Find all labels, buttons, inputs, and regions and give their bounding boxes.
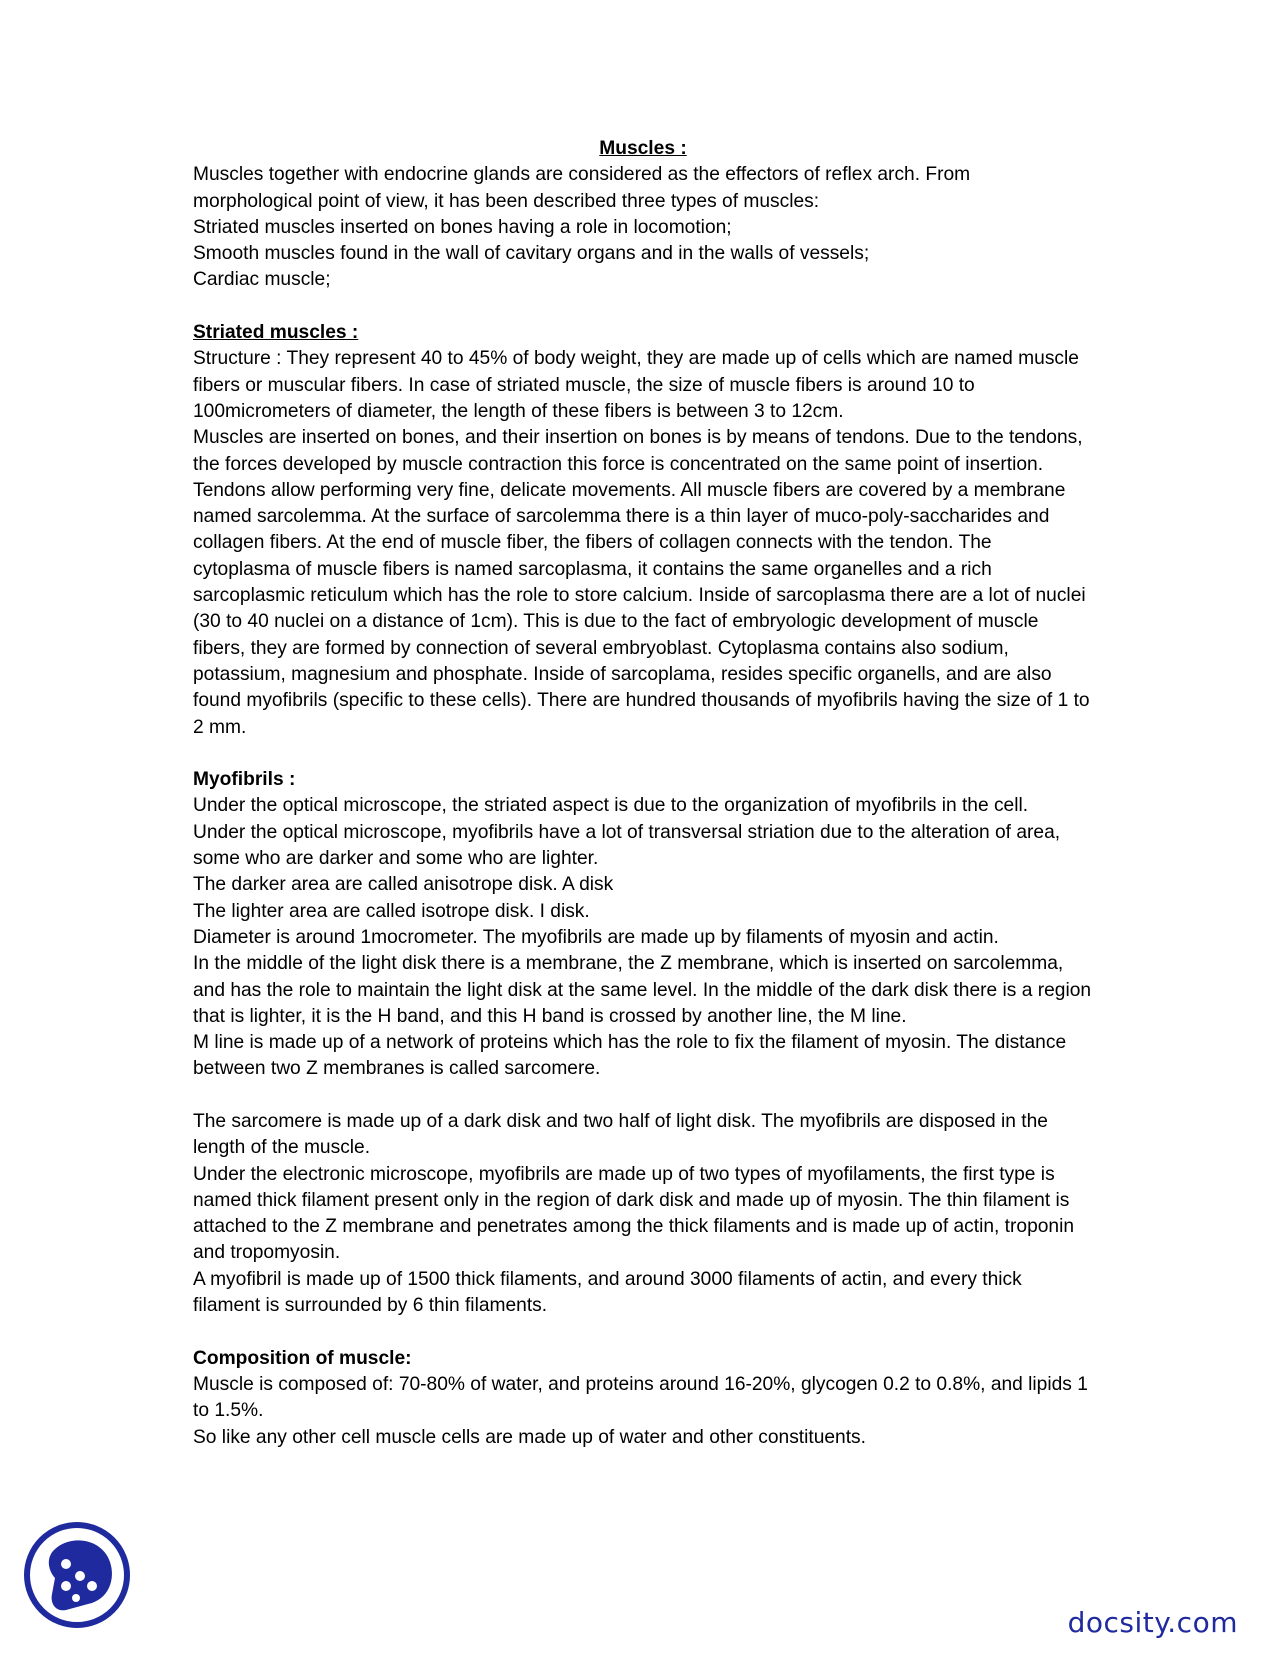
docsity-brand-link[interactable]: docsity.com <box>1067 1606 1238 1639</box>
myofibrils-paragraph: The darker area are called anisotrope disk. A disk <box>193 874 614 896</box>
myofibrils-paragraph: Diameter is around 1mocrometer. The myofibrils are made up by filaments of myosin and actin. <box>193 926 999 948</box>
myofibrils-heading: Myofibrils : <box>193 769 296 791</box>
intro-paragraph: Muscles together with endocrine glands are considered as the effectors of reflex arch. From morphological point of view, it has been described three types of muscles: <box>193 164 971 212</box>
myofibrils-paragraph: Under the optical microscope, the striated aspect is due to the organization of myofibrils in the cell. <box>193 795 1029 817</box>
intro-item: Smooth muscles found in the wall of cavitary organs and in the walls of vessels; <box>193 243 870 265</box>
myofibrils-paragraph: A myofibril is made up of 1500 thick filaments, and around 3000 filaments of actin, and every thick filament is surrounded by 6 thin filaments. <box>193 1268 1022 1317</box>
composition-paragraph: So like any other cell muscle cells are made up of water and other constituents. <box>193 1426 866 1448</box>
composition-paragraph: Muscle is composed of: 70-80% of water, and proteins around 16-20%, glycogen 0.2 to 0.8%, and lipids 1 to 1.5%. <box>193 1373 1088 1422</box>
myofibrils-paragraph: In the middle of the light disk there is a membrane, the Z membrane, which is inserted on sarcolemma, and has the role to maintain the light disk at the same level. In the middle of the dark disk there is a region that is lighter, it is the H band, and this H band is crossed by another line, the M line. <box>193 953 1092 1027</box>
myofibrils-paragraph: M line is made up of a network of proteins which has the role to fix the filament of myosin. The distance between two Z membranes is called sarcomere. <box>193 1032 1067 1080</box>
composition-heading: Composition of muscle: <box>193 1347 412 1369</box>
docsity-logo-icon[interactable] <box>22 1520 132 1630</box>
myofibrils-paragraph: The sarcomere is made up of a dark disk and two half of light disk. The myofibrils are disposed in the length of the muscle. <box>193 1110 1048 1159</box>
myofibrils-paragraph: The lighter area are called isotrope disk. I disk. <box>193 900 590 922</box>
striated-heading: Striated muscles : <box>193 322 359 344</box>
striated-paragraph: Muscles are inserted on bones, and their insertion on bones is by means of tendons. Due to the tendons, the forces developed by muscle contraction this force is concentrated on the same point of insertion. Tendons allow performing very fine, delicate movements. All muscle fibers are covered by a membrane named sarcolemma. At the surface of sarcolemma there is a thin layer of muco-poly-saccharides and collagen fibers. At the end of muscle fiber, the fibers of collagen connects with the tendon. The cytoplasma of muscle fibers is named sarcoplasma, it contains the same organelles and a rich sarcoplasmic reticulum which has the role to store calcium. Inside of sarcoplasma there are a lot of nuclei (30 to 40 nuclei on a distance of 1cm). This is due to the fact of embryologic development of muscle fibers, they are formed by connection of several embryoblast. Cytoplasma contains also sodium, potassium, magnesium and phosphate. Inside of sarcoplama, resides specific organells, and are also found myofibrils (specific to these cells). There are hundred thousands of myofibrils having the size of 1 to 2 mm. <box>193 427 1090 738</box>
intro-item: Striated muscles inserted on bones having a role in locomotion; <box>193 216 732 238</box>
myofibrils-paragraph: Under the optical microscope, myofibrils have a lot of transversal striation due to the alteration of area, some who are darker and some who are lighter. <box>193 821 1061 870</box>
intro-item: Cardiac muscle; <box>193 269 331 291</box>
page-title: Muscles : <box>599 138 687 159</box>
striated-paragraph: Structure : They represent 40 to 45% of body weight, they are made up of cells which are named muscle fibers or muscular fibers. In case of striated muscle, the size of muscle fibers is around 10 to 100micrometers of diameter, the length of these fibers is between 3 to 12cm. <box>193 348 1079 422</box>
document-page <box>193 136 1093 1451</box>
myofibrils-paragraph: Under the electronic microscope, myofibrils are made up of two types of myofilaments, the first type is named thick filament present only in the region of dark disk and made up of myosin. The thin filament is attached to the Z membrane and penetrates among the thick filaments and is made up of actin, troponin and tropomyosin. <box>193 1163 1075 1264</box>
